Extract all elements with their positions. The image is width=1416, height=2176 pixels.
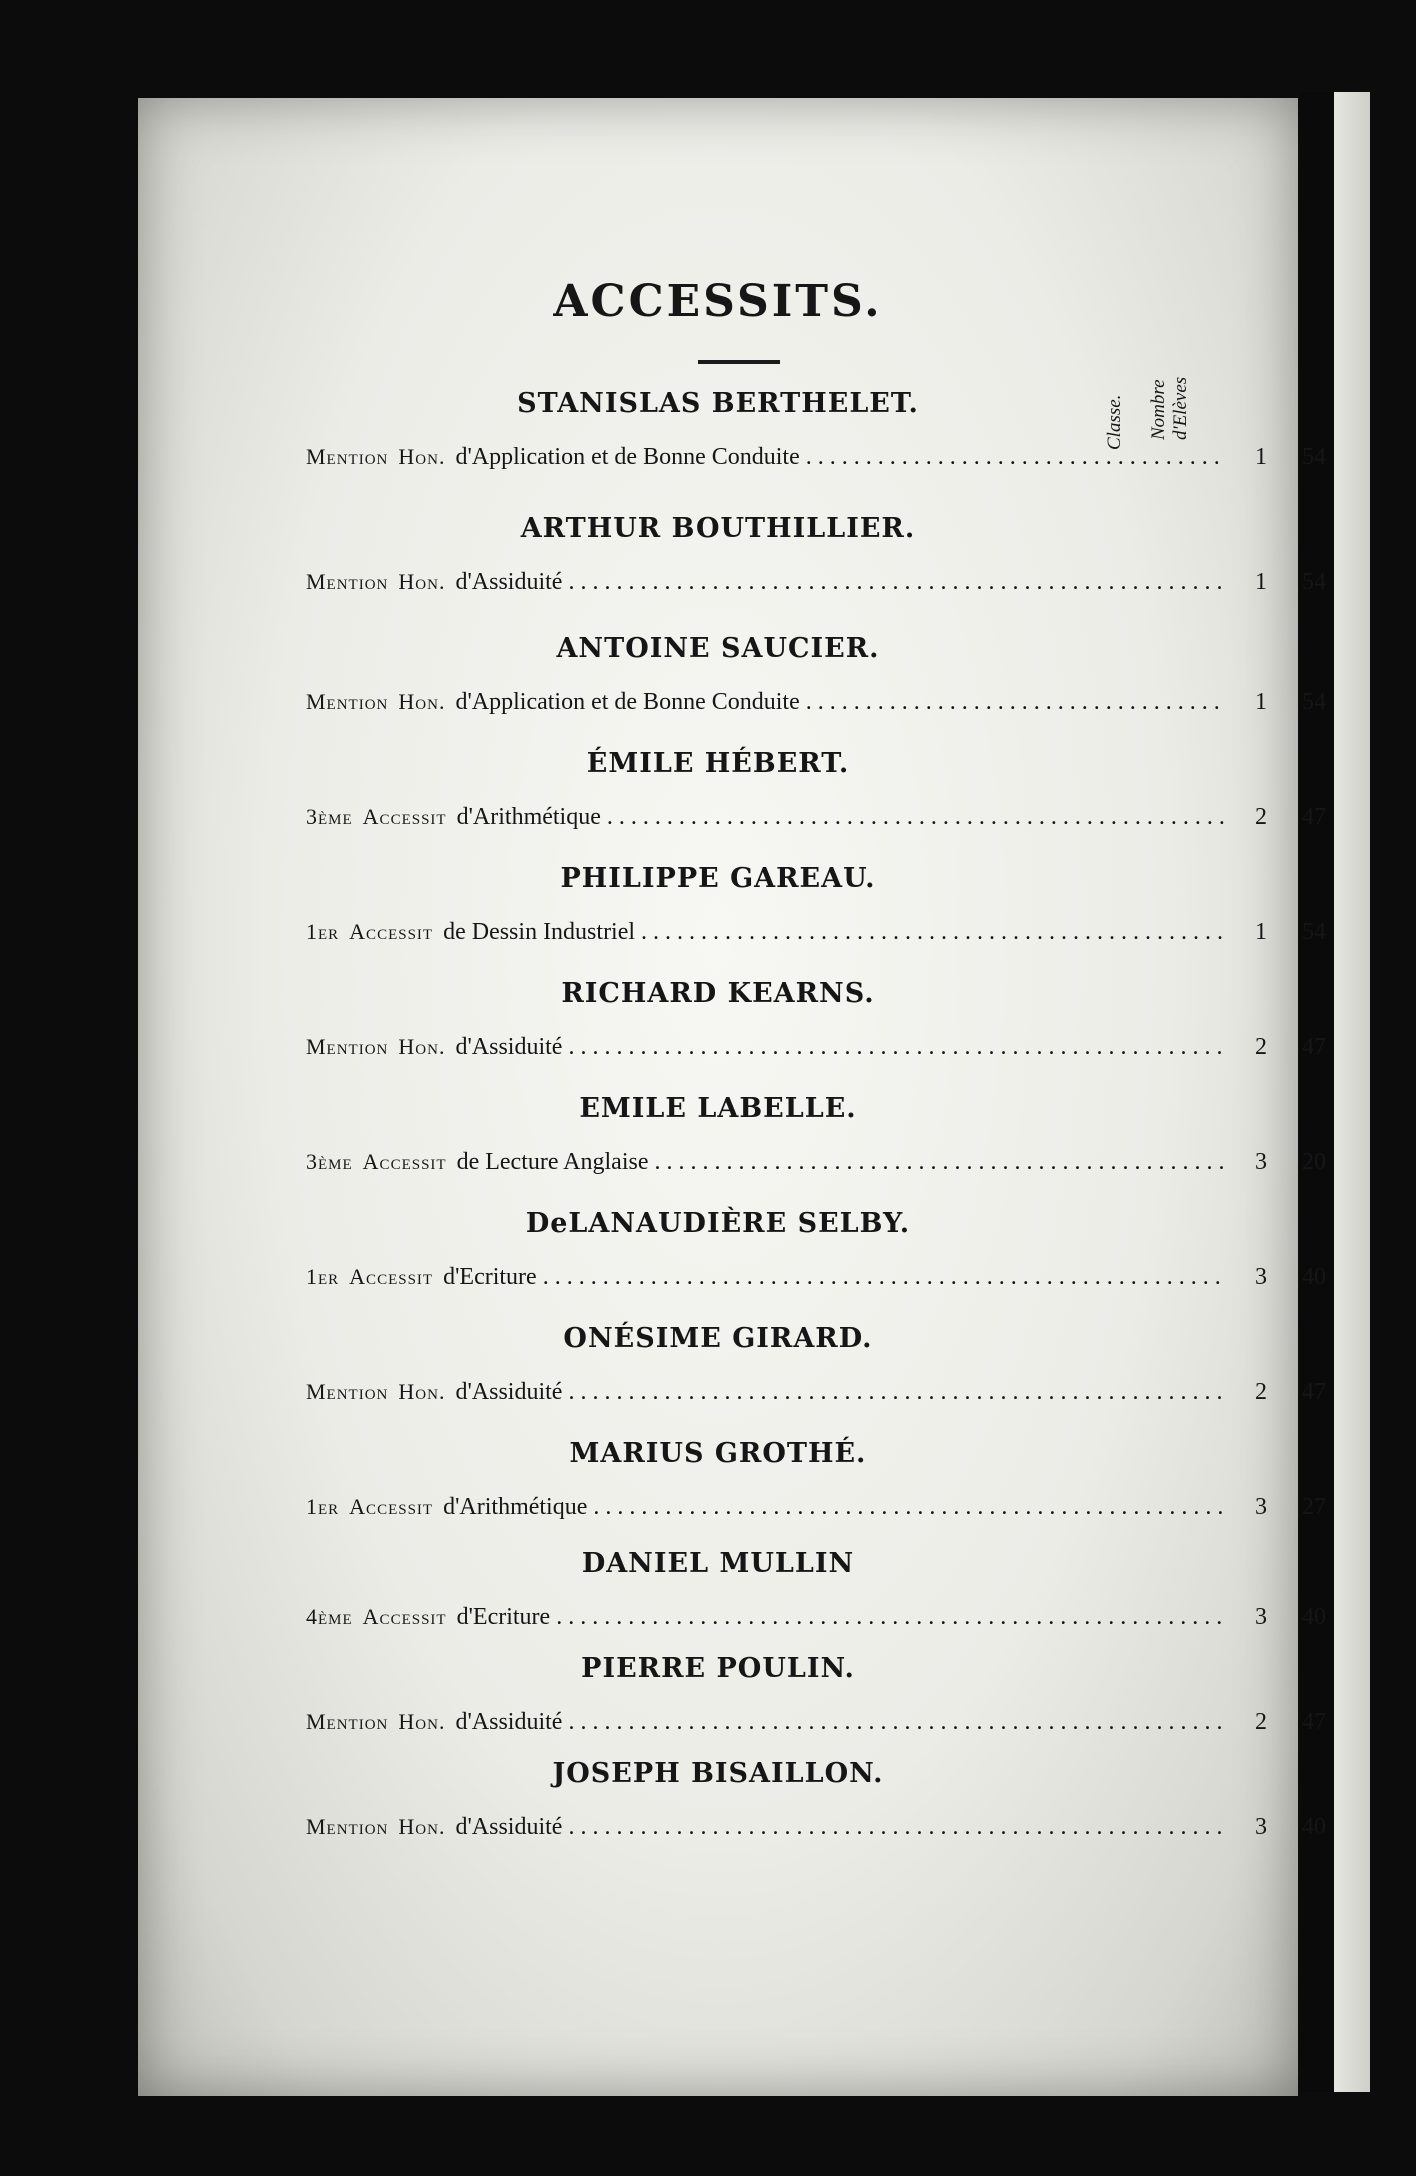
entry-prefix: 3ème (306, 1149, 353, 1174)
entry-subject: d'Assiduité (455, 1709, 563, 1735)
entry-prefix: 1er (306, 1494, 340, 1519)
entry-classe: 3 (1255, 1494, 1267, 1520)
entry-line (306, 444, 1326, 478)
entry-prefix: Mention (306, 569, 389, 594)
page-title: ACCESSITS. (553, 276, 883, 327)
entry-kind: Accessit (349, 919, 434, 944)
entry-description (306, 919, 1226, 946)
entry-description (306, 1709, 1226, 1736)
facing-page-strip (1334, 92, 1370, 2092)
entry-prefix: 4ème (306, 1604, 353, 1629)
entry-subject: de Lecture Anglaise (456, 1149, 649, 1175)
entry-name: PHILIPPE GAREAU. (560, 863, 876, 894)
entry-kind: Accessit (349, 1264, 434, 1289)
entry-prefix: 3ème (306, 804, 353, 829)
entry-eleves: 40 (1302, 1814, 1326, 1840)
entry-name: DeLANAUDIÈRE SELBY. (525, 1208, 911, 1239)
entry-eleves: 47 (1302, 804, 1326, 830)
entry-classe: 1 (1255, 689, 1267, 715)
entry-eleves: 54 (1302, 444, 1326, 470)
entry-kind: Accessit (362, 804, 447, 829)
entry-prefix: Mention (306, 1814, 389, 1839)
entry-name: MARIUS GROTHÉ. (569, 1438, 867, 1469)
entry-subject: d'Application et de Bonne Conduite (455, 444, 800, 470)
entry-name: STANISLAS BERTHELET. (517, 388, 919, 419)
entry-subject: d'Assiduité (455, 569, 563, 595)
entry-line (306, 1709, 1326, 1743)
entry-line (306, 1814, 1326, 1848)
entry-line (306, 1379, 1326, 1413)
entry-name: PIERRE POULIN. (581, 1653, 855, 1684)
entry-classe: 3 (1255, 1604, 1267, 1630)
entry-classe: 2 (1255, 1034, 1267, 1060)
entry-prefix: Mention (306, 1709, 389, 1734)
entry-subject: d'Assiduité (455, 1034, 563, 1060)
entry-line (306, 1604, 1326, 1638)
entry-line (306, 1149, 1326, 1183)
title-rule (698, 360, 780, 364)
entry-kind: Hon. (398, 1034, 446, 1059)
entry-eleves: 47 (1302, 1379, 1326, 1405)
entry-prefix: 1er (306, 919, 340, 944)
entry-line (306, 1264, 1326, 1298)
entry-description (306, 1149, 1226, 1176)
entry-line (306, 1494, 1326, 1528)
entry-prefix: Mention (306, 1379, 389, 1404)
entry-kind: Accessit (362, 1149, 447, 1174)
entry-subject: d'Ecriture (443, 1264, 537, 1290)
entry-line (306, 919, 1326, 953)
entry-classe: 3 (1255, 1149, 1267, 1175)
entry-eleves: 40 (1302, 1604, 1326, 1630)
entry-name: ANTOINE SAUCIER. (556, 633, 880, 664)
entry-prefix: Mention (306, 444, 389, 469)
entry-description (306, 1034, 1226, 1061)
page-edge (1300, 92, 1334, 2092)
entry-classe: 3 (1255, 1264, 1267, 1290)
entry-description (306, 1814, 1226, 1841)
entry-eleves: 47 (1302, 1034, 1326, 1060)
entry-subject: d'Assiduité (455, 1379, 563, 1405)
entry-description (306, 689, 1226, 716)
entry-kind: Accessit (349, 1494, 434, 1519)
entry-kind: Hon. (398, 1814, 446, 1839)
entry-name: RICHARD KEARNS. (561, 978, 875, 1009)
entry-subject: de Dessin Industriel (443, 919, 636, 945)
entry-kind: Hon. (398, 1709, 446, 1734)
entry-description (306, 1379, 1226, 1406)
entry-kind: Hon. (398, 1379, 446, 1404)
entry-classe: 1 (1255, 569, 1267, 595)
entry-prefix: Mention (306, 1034, 389, 1059)
entry-name: ONÉSIME GIRARD. (563, 1323, 873, 1354)
entry-eleves: 54 (1302, 689, 1326, 715)
entry-name: DANIEL MULLIN (581, 1548, 855, 1579)
entry-line (306, 569, 1326, 603)
entry-subject: d'Arithmétique (443, 1494, 588, 1520)
entry-eleves: 47 (1302, 1709, 1326, 1735)
entry-eleves: 27 (1302, 1494, 1326, 1520)
entry-classe: 1 (1255, 444, 1267, 470)
column-header-classe: Classe. (1104, 394, 1125, 450)
entry-classe: 2 (1255, 804, 1267, 830)
entry-kind: Hon. (398, 689, 446, 714)
document-page (138, 98, 1326, 2096)
entry-prefix: Mention (306, 689, 389, 714)
column-header-nombre: Nombre (1148, 379, 1169, 440)
entry-line (306, 804, 1326, 838)
entry-description (306, 1494, 1226, 1521)
entry-name: JOSEPH BISAILLON. (552, 1758, 884, 1789)
entry-description (306, 1264, 1226, 1291)
entry-line (306, 689, 1326, 723)
entry-classe: 2 (1255, 1379, 1267, 1405)
entry-subject: d'Arithmétique (456, 804, 601, 830)
entry-description (306, 1604, 1226, 1631)
entry-subject: d'Application et de Bonne Conduite (455, 689, 800, 715)
entry-kind: Accessit (362, 1604, 447, 1629)
entry-name: EMILE LABELLE. (579, 1093, 857, 1124)
entry-description (306, 804, 1226, 831)
entry-eleves: 54 (1302, 919, 1326, 945)
entry-subject: d'Ecriture (456, 1604, 551, 1630)
entry-prefix: 1er (306, 1264, 340, 1289)
entry-kind: Hon. (398, 569, 446, 594)
entry-name: ARTHUR BOUTHILLIER. (520, 513, 916, 544)
entry-name: ÉMILE HÉBERT. (586, 748, 850, 779)
entry-eleves: 40 (1302, 1264, 1326, 1290)
entry-subject: d'Assiduité (455, 1814, 563, 1840)
entry-eleves: 54 (1302, 569, 1326, 595)
entry-classe: 2 (1255, 1709, 1267, 1735)
entry-eleves: 20 (1302, 1149, 1326, 1175)
entry-line (306, 1034, 1326, 1068)
entry-description (306, 444, 1226, 471)
entry-classe: 3 (1255, 1814, 1267, 1840)
entry-kind: Hon. (398, 444, 446, 469)
entry-classe: 1 (1255, 919, 1267, 945)
entry-description (306, 569, 1226, 596)
column-header-eleves: d'Elèves (1170, 376, 1191, 440)
